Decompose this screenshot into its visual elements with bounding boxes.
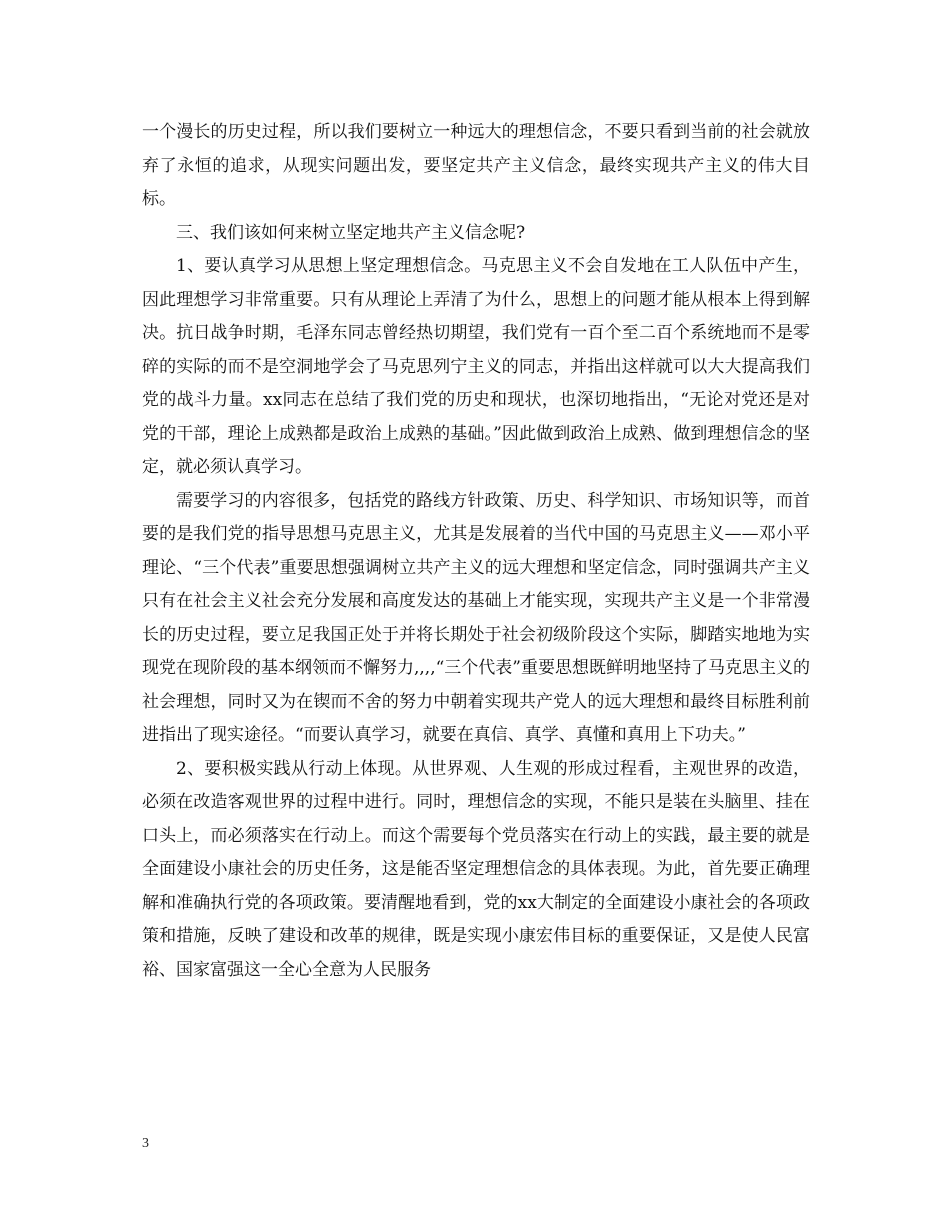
page-number: 3: [142, 1136, 149, 1151]
paragraph-learning-content: 需要学习的内容很多，包括党的路线方针政策、历史、科学知识、市场知识等，而首要的是我们党的指导思想马克思主义，尤其是发展着的当代中国的马克思主义——邓小平理论、“三个代表”重要思想强调树立共产主义的远大理想和坚定信念，同时强调共产主义只有在社会主义社会充分发展和高度发达的基础上才能实现，实现共产主义是一个非常漫长的历史过程，要立足我国正处于并将长期处于社会初级阶段这个实际，脚踏实地地为实现党在现阶段的基本纲领而不懈努力,,,,“三个代表”重要思想既鲜明地坚持了马克思主义的社会理想，同时又为在锲而不舍的努力中朝着实现共产党人的远大理想和最终目标胜利前进指出了现实途径。“而要认真学习，就要在真信、真学、真懂和真用上下功夫。”: [142, 490, 810, 745]
paragraph-continuation: 一个漫长的历史过程，所以我们要树立一种远大的理想信念，不要只看到当前的社会就放弃了永恒的追求，从现实问题出发，要坚定共产主义信念，最终实现共产主义的伟大目标。: [142, 122, 810, 209]
paragraph-practice: 2、要积极实践从行动上体现。从世界观、人生观的形成过程看，主观世界的改造，必须在改造客观世界的过程中进行。同时，理想信念的实现，不能只是装在头脑里、挂在口头上，而必须落实在行动上。而这个需要每个党员落实在行动上的实践，最主要的就是全面建设小康社会的历史任务，这是能否坚定理想信念的具体表现。为此，首先要正确理解和准确执行党的各项政策。要清醒地看到，党的xx大制定的全面建设小康社会的各项政策和措施，反映了建设和改革的规律，既是实现小康宏伟目标的重要保证，又是使人民富裕、国家富强这一全心全意为人民服务: [142, 758, 810, 980]
paragraph-study: 1、要认真学习从思想上坚定理想信念。马克思主义不会自发地在工人队伍中产生，因此理想学习非常重要。只有从理论上弄清了为什么，思想上的问题才能从根本上得到解决。抗日战争时期，毛泽东同志曾经热切期望，我们党有一百个至二百个系统地而不是零碎的实际的而不是空洞地学会了马克思列宁主义的同志，并指出这样就可以大大提高我们党的战斗力量。xx同志在总结了我们党的历史和现状，也深切地指出，“无论对党还是对党的干部，理论上成熟都是政治上成熟的基础。”因此做到政治上成熟、做到理想信念的坚定，就必须认真学习。: [142, 256, 810, 477]
body-text: [142, 116, 810, 987]
section-heading: 三、我们该如何来树立坚定地共产主义信念呢?: [176, 222, 526, 243]
